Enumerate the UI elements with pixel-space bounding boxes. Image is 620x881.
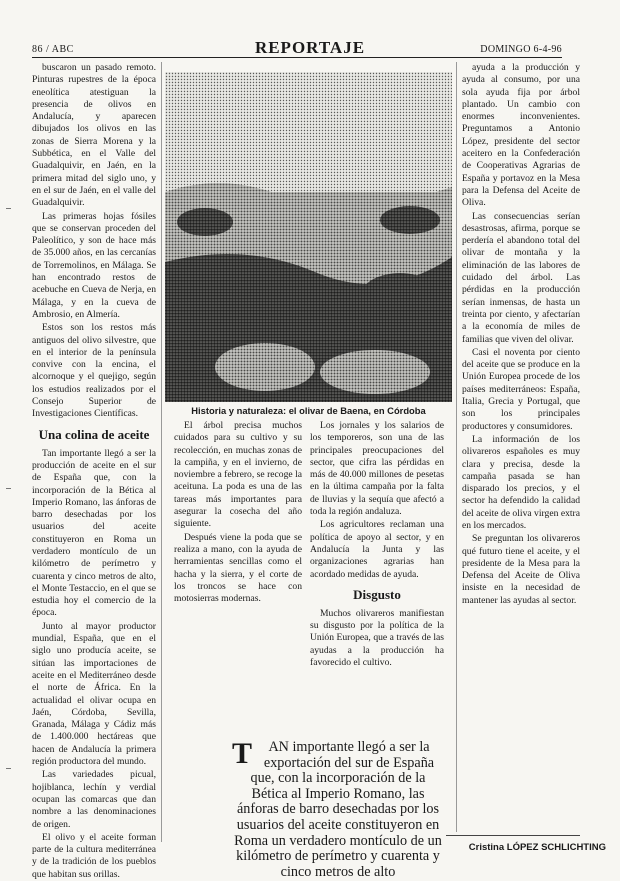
paragraph: Estos son los restos más antiguos del olivo silvestre, que en el interior de la península convive con la encina, el alcornoque y el quejigo, según los estudios realizados por el Consejo Superior de Investigaciones Científicas. [32, 322, 156, 420]
drop-cap: T [232, 737, 253, 770]
subheading: Disgusto [353, 586, 401, 602]
article-column-2 [174, 420, 302, 730]
paragraph: Muchos olivareros manifiestan su disgusto por la política de la Unión Europea, que a través de las ayudas a la producción ha favorecido el cultivo. [310, 607, 444, 669]
paragraph: Junto al mayor productor mundial, España, que en el siglo uno producía aceite, se sitúan las importaciones de aceite en el Mediterráneo desde el norte de África. En la actualidad el olivar ocupa en Jaén, Córdoba, Sevilla, Granada, Málaga y Cádiz más de 1.400.000 hectáreas que hacen de Andalucía la primera región productora del mundo. [32, 620, 156, 768]
issue-date: DOMINGO 6-4-96 [480, 44, 562, 55]
header-rule [32, 57, 562, 58]
article-column-1 [32, 62, 156, 880]
paragraph: buscaron un pasado remoto. Pinturas rupestres de la época eneolítica atestiguan la presencia de olivos en Andalucía, y aparecen dibujados los olivos en las zonas de Sierra Morena y la Subbética, en el Valle del Guadalquivir, en Jaén, en la primera mitad del siglo uno, y en el sur de Jaén, en el valle del Guadalquivir. [32, 62, 156, 209]
paragraph: Los agricultores reclaman una política de apoyo al sector, y en Andalucía la Junta y las organizaciones agrarias han acordado medidas de ayuda. [310, 519, 444, 580]
section-title: REPORTAJE [254, 38, 366, 57]
author-signature: Cristina LÓPEZ SCHLICHTING [468, 842, 606, 853]
photo-caption: Historia y naturaleza: el olivar de Baena, en Córdoba [191, 405, 426, 416]
paragraph: Las variedades picual, hojiblanca, lechín y verdial ocupan las comarcas que dan nombre a las denominaciones de origen. [32, 769, 156, 830]
paragraph: El olivo y el aceite forman parte de la cultura mediterránea y de la tradición de los pueblos que habitan sus orillas. [32, 831, 156, 880]
margin-mark [6, 768, 11, 769]
signature-rule [446, 835, 580, 836]
paragraph: Las consecuencias serían desastrosas, afirma, porque se perdería el abandono total del olivar de montaña y la eliminación de las labores de cuidado del árbol. Las pérdidas en la producción serían inmensas, de hasta un treinta por ciento, y afectarían a la economía de miles de familias que viven del olivar. [462, 210, 580, 345]
paragraph: Las primeras hojas fósiles que se conservan proceden del Paleolítico, y son de hace más de 35.000 años, en las cercanías de Torremolinos, en Málaga. Se han encontrado restos de acebuche en Cueva de Nerja, en Málaga, y en la cueva de Ambrosio, en Almería. [32, 210, 156, 320]
paragraph: Después viene la poda que se realiza a mano, con la ayuda de herramientas sencillas como el hacha y la sierra, y el corte de los troncos se hace con motosierras modernas. [174, 531, 302, 605]
paragraph: Los jornales y los salarios de los temporeros, son una de las principales preocupaciones del sector, que cifra las pérdidas en más de 40.000 millones de pesetas en la última campaña por la falta de lluvias y la sequía que afectó a toda la región andaluza. [310, 420, 444, 518]
paragraph: La información de los olivareros españoles es muy clara y precisa, desde la campaña pasada se han disparado los precios, y el sector ha defendido la calidad del aceite de oliva virgen extra en los mercados. [462, 433, 580, 531]
paragraph: Se preguntan los olivareros qué futuro tiene el aceite, y el presidente de la Mesa para la Defensa del Aceite de Oliva insiste en la necesidad de mantener las ayudas al sector. [462, 533, 580, 606]
column-divider [161, 62, 162, 842]
subheading: Una colina de aceite [38, 426, 150, 442]
article-column-3 [310, 420, 444, 730]
margin-mark [6, 488, 11, 489]
paragraph: Tan importante llegó a ser la producción de aceite en el sur de España que, con la incorporación de la Bética al Imperio Romano, las ánforas de barro desechadas por los usuarios del aceite constituyeron en Roma un verdadero montículo de un kilómetro de perímetro y cuarenta y cinco metros de alto, el Monte Testaccio, en el que se estudia hoy el comercio de la época. [32, 447, 156, 619]
pull-quote-text: AN importante llegó a ser la exportación del sur de España que, con la incorporación de la Bética al Imperio Romano, las ánforas de barro desechadas por los usuarios del aceite constituyeron en Roma un verdadero montículo de un kilómetro de perímetro y cuarenta y cinco metros de alto [234, 739, 442, 880]
page-header [0, 0, 620, 58]
page-number: 86 / ABC [32, 44, 74, 55]
paragraph: El árbol precisa muchos cuidados para su cultivo y su recolección, en muchas zonas de la campiña, y en el invierno, de noviembre a febrero, se recoge la aceituna. La poda es una de las tareas más importantes para asegurar la cosecha del año siguiente. [174, 420, 302, 530]
paragraph: ayuda a la producción y ayuda al consumo, por una sola ayuda fija por árbol plantado. Un cambio con enormes inconvenientes. Preguntamos a Antonio López, presidente del sector aceitero en la Confederación de Cooperativas Agrarias de España y portavoz en la Mesa para la Defensa del Aceite de Oliva. [462, 62, 580, 209]
pull-quote [232, 737, 444, 880]
margin-mark [6, 208, 11, 209]
olive-grove-photo [165, 72, 452, 402]
photo-image [165, 72, 452, 402]
article-column-4 [462, 62, 580, 832]
column-divider [456, 62, 457, 832]
paragraph: Casi el noventa por ciento del aceite que se produce en la Unión Europea procede de los países mediterráneos: España, Italia, Grecia y Portugal, que son los principales productores y consumidores. [462, 346, 580, 432]
